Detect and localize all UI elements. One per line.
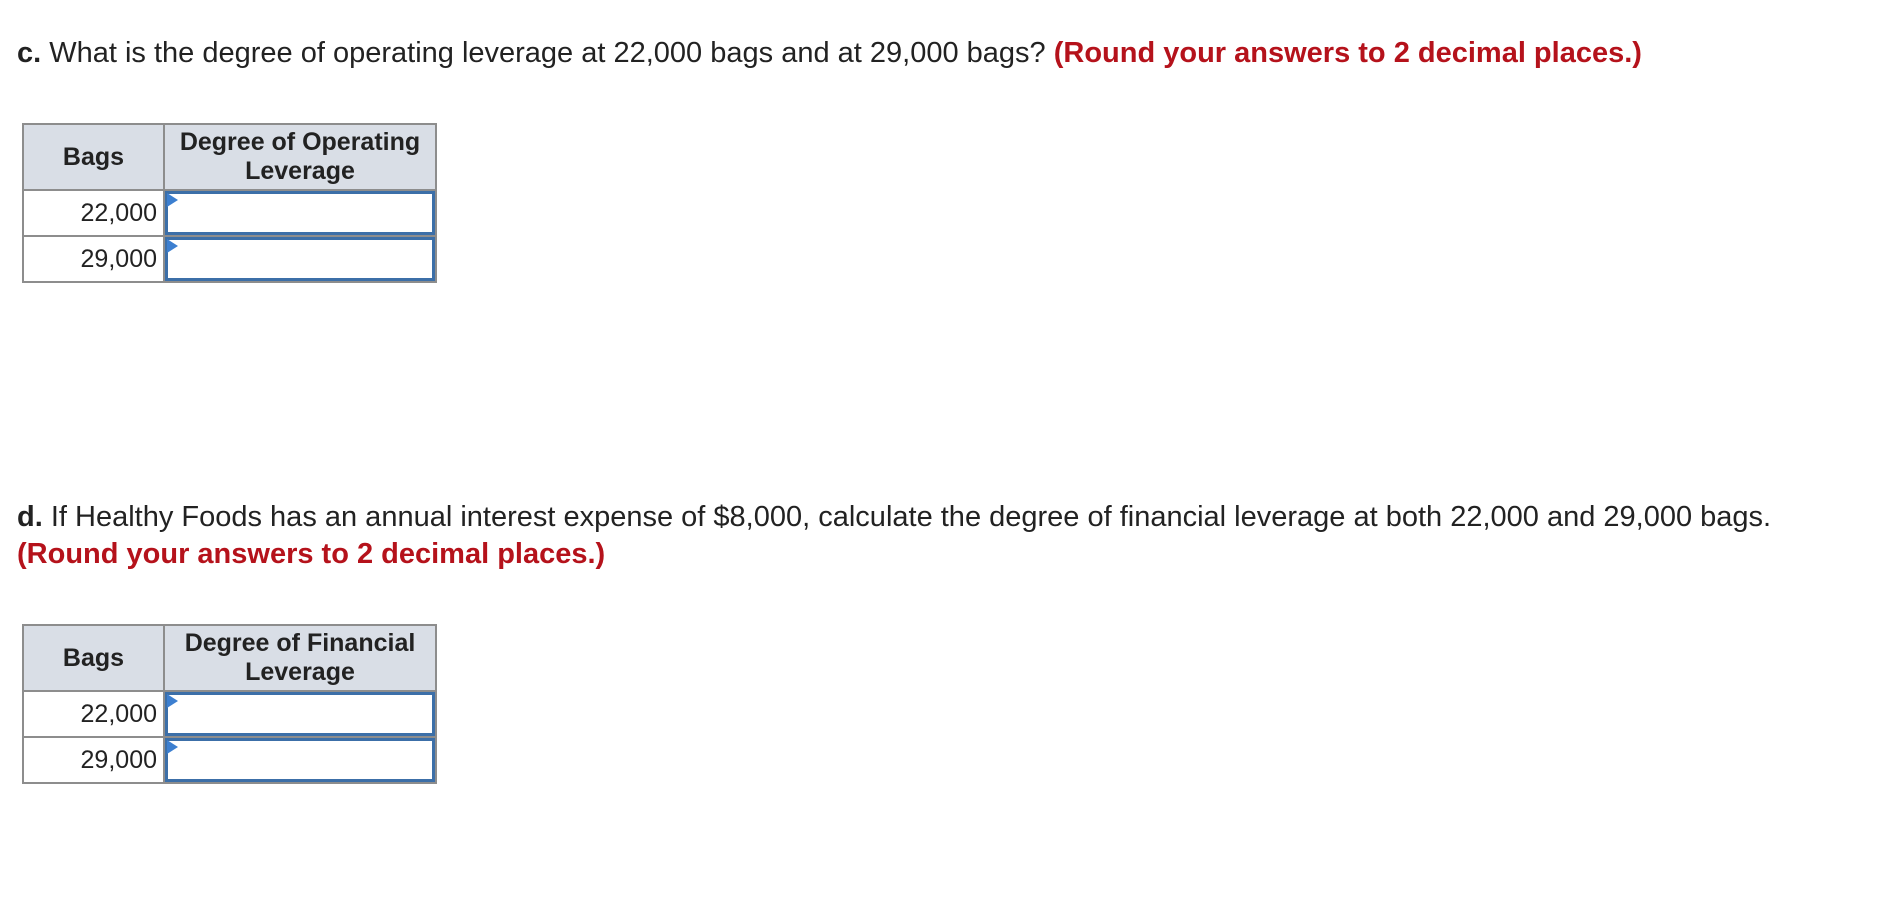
question-d-text: If Healthy Foods has an annual interest expense of $8,000, calculate the degree of financial leverage at both 22,000 and 29,000 bags. <box>50 501 1772 533</box>
header-bags: Bags <box>23 625 164 691</box>
table-row <box>23 190 436 236</box>
financial-leverage-table <box>22 624 437 784</box>
operating-leverage-table <box>22 123 437 283</box>
header-degree-operating-leverage: Degree of Operating Leverage <box>164 124 436 190</box>
question-d <box>17 499 1867 573</box>
question-c-letter: c. <box>17 37 42 69</box>
dol-29000-input[interactable] <box>165 237 435 281</box>
dfl-29000-input[interactable] <box>165 738 435 782</box>
header-degree-financial-leverage: Degree of Financial Leverage <box>164 625 436 691</box>
table-row <box>23 236 436 282</box>
table-row <box>23 737 436 783</box>
input-cell <box>164 691 436 737</box>
bags-cell: 29,000 <box>23 236 164 282</box>
question-d-letter: d. <box>17 501 43 533</box>
table-header-row <box>23 124 436 190</box>
input-cell <box>164 190 436 236</box>
dol-22000-input[interactable] <box>165 191 435 235</box>
question-c-instruction: (Round your answers to 2 decimal places.) <box>1053 37 1642 69</box>
question-c-text: What is the degree of operating leverage at 22,000 bags and at 29,000 bags? <box>49 37 1046 69</box>
dfl-22000-input[interactable] <box>165 692 435 736</box>
table-header-row <box>23 625 436 691</box>
table-row <box>23 691 436 737</box>
header-bags: Bags <box>23 124 164 190</box>
input-cell <box>164 737 436 783</box>
input-cell <box>164 236 436 282</box>
bags-cell: 29,000 <box>23 737 164 783</box>
question-d-instruction: (Round your answers to 2 decimal places.) <box>17 538 606 570</box>
bags-cell: 22,000 <box>23 190 164 236</box>
question-c <box>17 35 1867 72</box>
bags-cell: 22,000 <box>23 691 164 737</box>
